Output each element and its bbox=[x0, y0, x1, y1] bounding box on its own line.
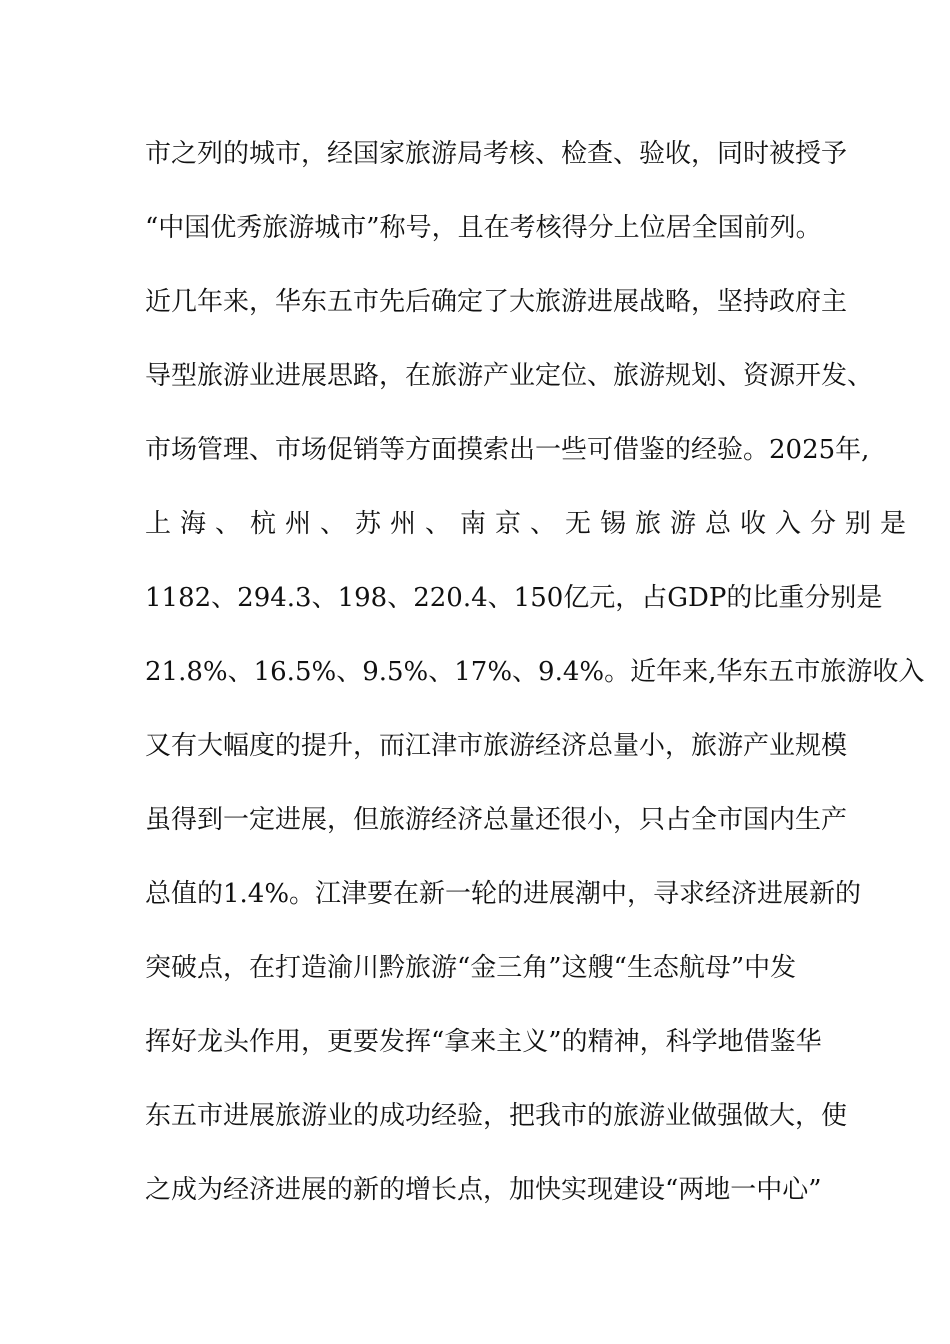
text-line: 1182、294.3、198、220.4、150亿元，占GDP的比重分别是 bbox=[145, 583, 883, 613]
text-line: 之成为经济进展的新的增长点，加快实现建设“两地一中心” bbox=[145, 1175, 822, 1205]
text-line: 近几年来，华东五市先后确定了大旅游进展战略，坚持政府主 bbox=[145, 287, 848, 317]
text-line: 21.8%、16.5%、9.5%、17%、9.4%。近年来,华东五市旅游收入 bbox=[145, 657, 925, 687]
text-line: 市场管理、市场促销等方面摸索出一些可借鉴的经验。2025年, bbox=[145, 435, 870, 465]
text-line: 挥好龙头作用，更要发挥“拿来主义”的精神，科学地借鉴华 bbox=[145, 1027, 822, 1057]
text-line: 突破点，在打造渝川黔旅游“金三角”这艘“生态航母”中发 bbox=[145, 953, 797, 983]
text-line: 虽得到一定进展，但旅游经济总量还很小，只占全市国内生产 bbox=[145, 805, 848, 835]
text-line: 总值的1.4%。江津要在新一轮的进展潮中，寻求经济进展新的 bbox=[145, 879, 862, 909]
body-text bbox=[145, 132, 925, 1242]
text-line: 又有大幅度的提升，而江津市旅游经济总量小，旅游产业规模 bbox=[145, 731, 848, 761]
text-line: 市之列的城市，经国家旅游局考核、检查、验收，同时被授予 bbox=[145, 139, 848, 169]
text-line: 导型旅游业进展思路，在旅游产业定位、旅游规划、资源开发、 bbox=[145, 361, 874, 391]
text-line: 上海、杭州、苏州、南京、无锡旅游总收入分别是 bbox=[145, 509, 916, 539]
text-line: “中国优秀旅游城市”称号，且在考核得分上位居全国前列。 bbox=[145, 213, 822, 243]
text-line: 东五市进展旅游业的成功经验，把我市的旅游业做强做大，使 bbox=[145, 1101, 848, 1131]
